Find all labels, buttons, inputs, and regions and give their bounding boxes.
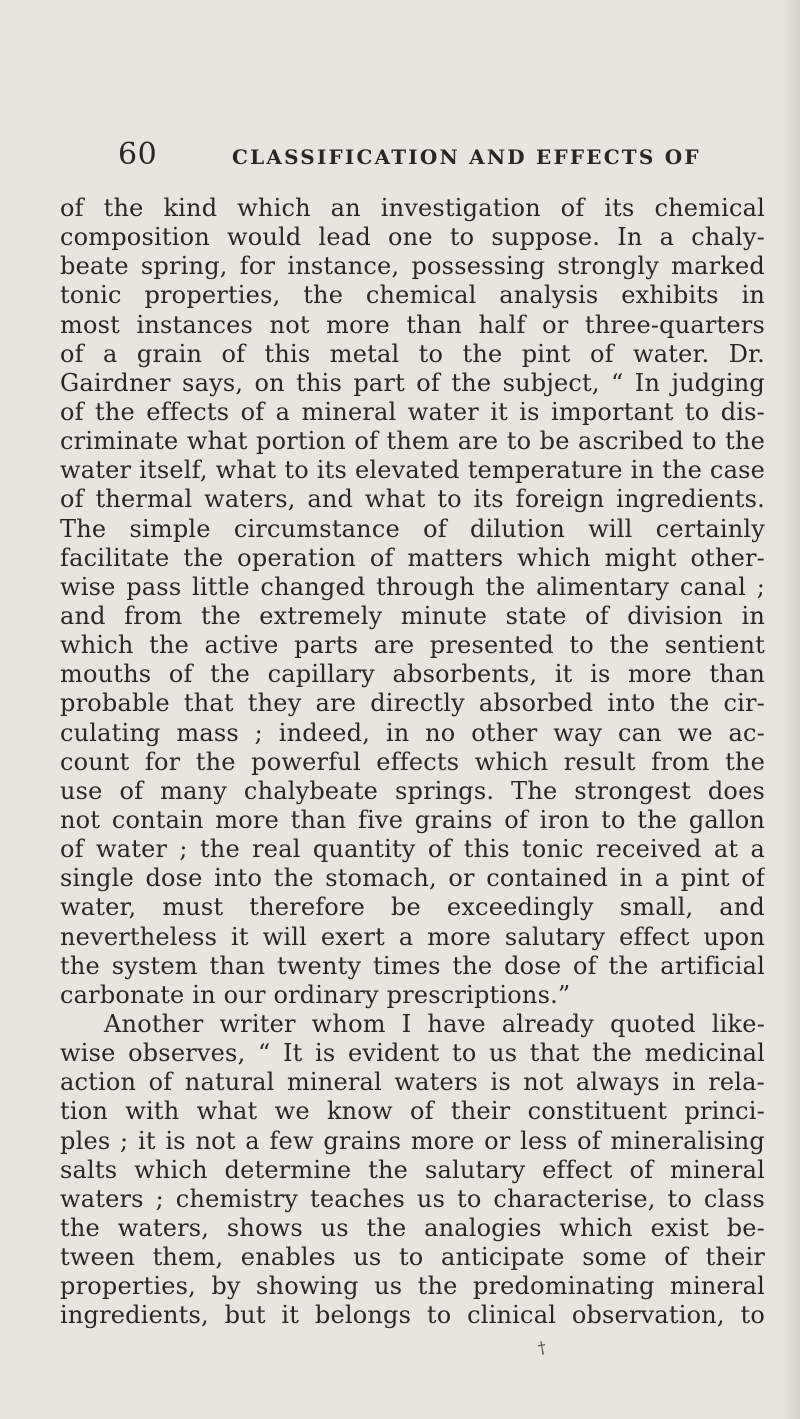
text-line: Another writer whom I have already quoted like- xyxy=(104,1009,765,1038)
text-line: salts which determine the salutary effect of mineral xyxy=(60,1155,765,1184)
text-line: of a grain of this metal to the pint of water. Dr. xyxy=(60,339,765,368)
text-line: tween them, enables us to anticipate some of their xyxy=(60,1243,765,1272)
text-line: wise observes, “ It is evident to us that the medicinal xyxy=(60,1039,765,1068)
text-line: of thermal waters, and what to its foreign ingredients. xyxy=(60,485,765,514)
text-line: action of natural mineral waters is not always in rela- xyxy=(60,1068,765,1097)
text-line: water itself, what to its elevated temperature in the case xyxy=(60,456,765,485)
text-line: waters ; chemistry teaches us to characterise, to class xyxy=(60,1184,765,1213)
running-head: CLASSIFICATION AND EFFECTS OF xyxy=(232,145,701,169)
text-line: Gairdner says, on this part of the subject, “ In judging xyxy=(60,368,765,397)
text-line: of water ; the real quantity of this tonic received at a xyxy=(60,835,765,864)
text-line: and from the extremely minute state of division in xyxy=(60,601,765,630)
text-line: water, must therefore be exceedingly small, and xyxy=(60,893,765,922)
text-line: not contain more than five grains of iron to the gallon xyxy=(60,805,765,834)
text-line: facilitate the operation of matters which might other- xyxy=(60,543,765,572)
text-line: criminate what portion of them are to be ascribed to the xyxy=(60,427,765,456)
text-line: which the active parts are presented to the sentient xyxy=(60,631,765,660)
text-line: ples ; it is not a few grains more or less of mineralising xyxy=(60,1126,765,1155)
text-line: of the kind which an investigation of its chemical xyxy=(60,194,765,222)
text-line: tion with what we know of their constituent princi- xyxy=(60,1097,765,1126)
text-line: use of many chalybeate springs. The strongest does xyxy=(60,776,765,805)
text-line: culating mass ; indeed, in no other way can we ac- xyxy=(60,718,765,747)
page-header xyxy=(118,137,760,184)
text-line: carbonate in our ordinary prescriptions.” xyxy=(60,980,571,1009)
text-line: tonic properties, the chemical analysis exhibits in xyxy=(60,281,765,310)
text-line: beate spring, for instance, possessing strongly marked xyxy=(60,252,765,281)
paragraph-1 xyxy=(60,194,765,1010)
page-number: 60 xyxy=(118,137,158,172)
page-edge-shadow xyxy=(782,0,800,1419)
body-text xyxy=(60,194,765,1330)
text-line: the waters, shows us the analogies which exist be- xyxy=(60,1213,765,1242)
text-line: count for the powerful effects which result from the xyxy=(60,747,765,776)
footer-mark: † xyxy=(536,1337,548,1358)
text-line: ingredients, but it belongs to clinical observation, to xyxy=(60,1301,765,1330)
text-line: wise pass little changed through the alimentary canal ; xyxy=(60,572,765,601)
text-line: properties, by showing us the predominating mineral xyxy=(60,1272,765,1301)
text-line: single dose into the stomach, or contained in a pint of xyxy=(60,864,765,893)
text-line: the system than twenty times the dose of the artificial xyxy=(60,951,765,980)
text-line: mouths of the capillary absorbents, it is more than xyxy=(60,660,765,689)
text-line: The simple circumstance of dilution will certainly xyxy=(60,514,765,543)
text-line: most instances not more than half or three-quarters xyxy=(60,310,765,339)
text-line: composition would lead one to suppose. In a chaly- xyxy=(60,223,765,252)
text-line: probable that they are directly absorbed into the cir- xyxy=(60,689,765,718)
text-line: nevertheless it will exert a more salutary effect upon xyxy=(60,922,765,951)
paragraph-2 xyxy=(60,1010,765,1331)
text-line: of the effects of a mineral water it is important to dis- xyxy=(60,397,765,426)
